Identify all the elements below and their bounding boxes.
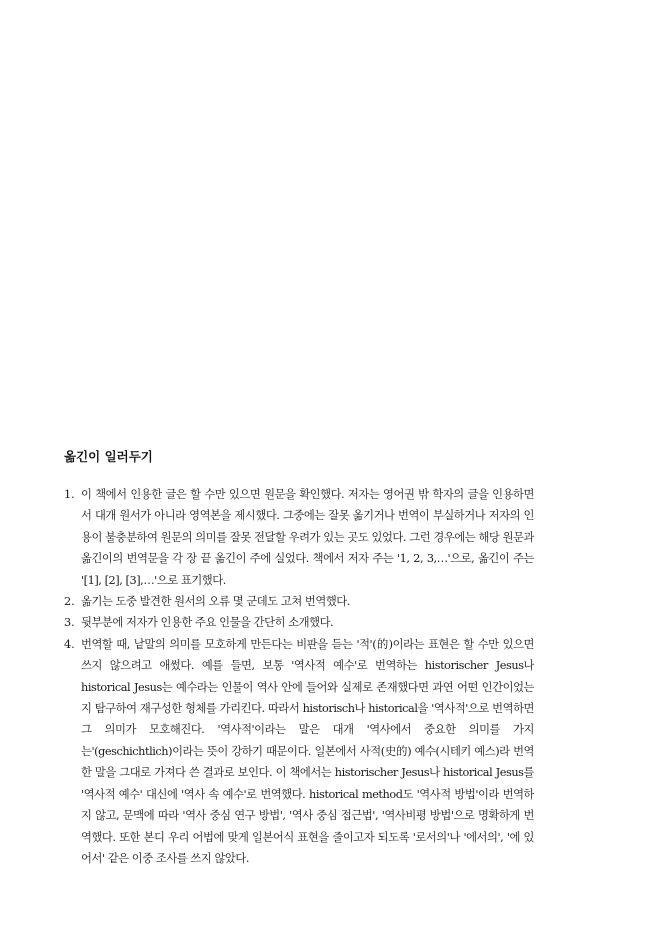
note-list xyxy=(64,484,534,869)
note-item-4 xyxy=(64,634,534,869)
note-text: 이 책에서 인용한 글은 할 수만 있으면 원문을 확인했다. 저자는 영어권 밖 학자의 글을 인용하면서 대개 원서가 아니라 영역본을 제시했다. 그중에는 잘못 옮기거나 번역이 부실하거나 저자의 인용이 불충분하여 원문의 의미를 잘못 전달할 우려가 있는 곳도 있었다. 그런 경우에는 해당 원문과 옮긴이의 번역문을 각 장 끝 옮긴이 주에 실었다. 책에서 저자 주는 '1, 2, 3,…'으로, 옮긴이 주는 '[1], [2], [3],…'으로 표기했다. xyxy=(81,488,534,587)
note-number: 3. xyxy=(64,616,75,630)
note-item-1 xyxy=(64,484,534,591)
note-text: 번역할 때, 낱말의 의미를 모호하게 만든다는 비판을 듣는 '적'(的)이라는 표현은 할 수만 있으면 쓰지 않으려고 애썼다. 예를 들면, 보통 '역사적 예수'로 번역하는 historischer Jesus나 historical Jesus는 예수라는 인물이 역사 안에 들어와 실제로 존재했다면 과연 어떤 인간이었는지 탐구하여 재구성한 형체를 가리킨다. 따라서 historisch나 historical을 '역사적'으로 번역하면 그 의미가 모호해진다. '역사적'이라는 말은 대개 '역사에서 중요한 의미를 가지는'(geschichtlich)이라는 뜻이 강하기 때문이다. 일본에서 사적(史的) 예수(시테키 예스)라 번역한 말을 그대로 가져다 쓴 결과로 보인다. 이 책에서는 historischer Jesus나 historical Jesus를 '역사적 예수' 대신에 '역사 속 예수'로 번역했다. historical method도 '역사적 방법'이라 번역하지 않고, 문맥에 따라 '역사 중심 연구 방법', '역사 중심 접근법', '역사비평 방법'으로 명확하게 번역했다. 또한 본디 우리 어법에 맞게 일본어식 표현을 줄이고자 되도록 '로서의'나 '에서의', '에 있어서' 같은 이중 조사를 쓰지 않았다. xyxy=(81,637,534,865)
note-text: 뒷부분에 저자가 인용한 주요 인물을 간단히 소개했다. xyxy=(81,616,334,630)
note-text: 옮기는 도중 발견한 원서의 오류 몇 군데도 고쳐 번역했다. xyxy=(81,595,350,609)
note-number: 1. xyxy=(64,488,75,501)
translator-notes xyxy=(64,447,534,869)
note-number: 2. xyxy=(64,595,75,609)
note-item-3 xyxy=(64,612,534,633)
notes-title: 옮긴이 일러두기 xyxy=(64,449,153,464)
note-item-2 xyxy=(64,591,534,612)
note-number: 4. xyxy=(64,637,75,651)
